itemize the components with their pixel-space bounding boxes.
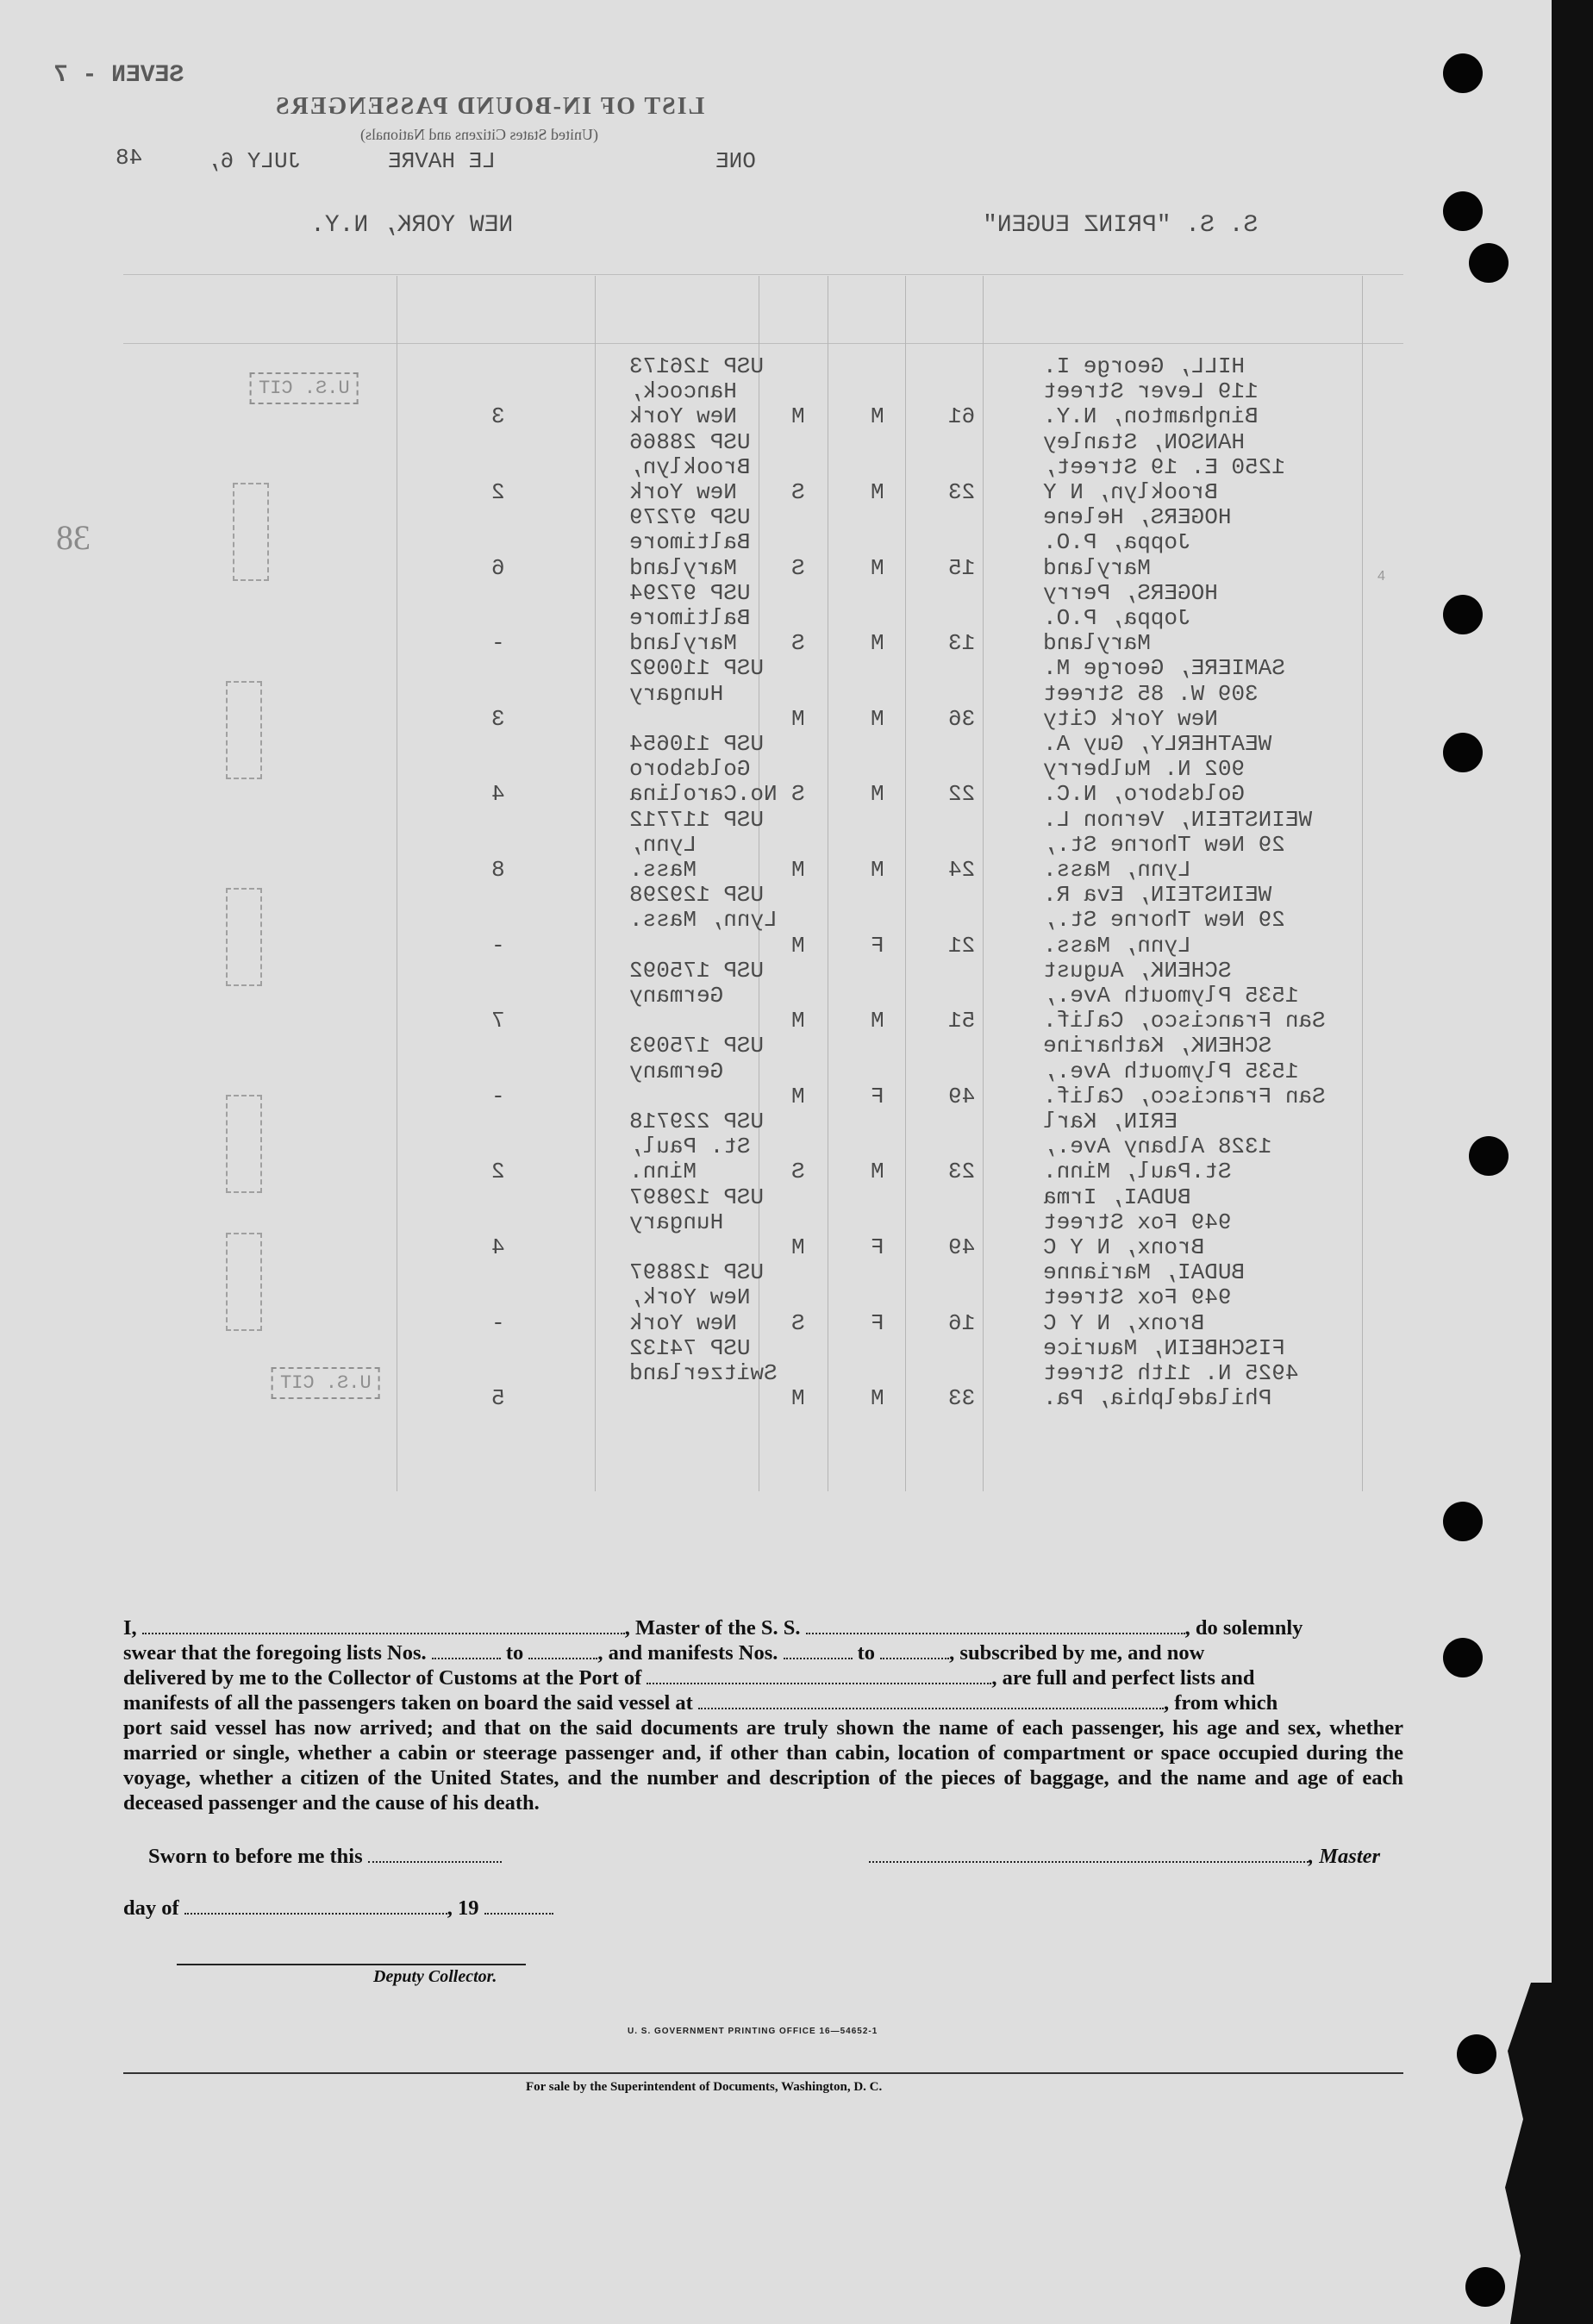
passenger-age: 36 [948,705,976,732]
passenger-address: Maryland [1043,630,1151,657]
torn-edge [1500,1983,1552,2324]
passenger-address: 4925 N. 11th Street [1043,1360,1299,1386]
oath-text: manifests of all the passengers taken on board the said vessel at [123,1691,693,1715]
passenger-name: WEATHERLY, Guy A. [1043,731,1272,757]
passenger-address: 309 W. 85 Street [1043,680,1259,707]
passenger-birthplace: Hancock, [629,378,737,405]
passenger-sex: M [871,1159,884,1185]
oath-text: to [857,1641,876,1665]
passenger-birthplace: Lynn, Mass. [629,907,778,934]
passenger-age: 61 [948,403,976,430]
passenger-birthplace: Brooklyn, [629,453,751,480]
header-rule [123,274,1403,275]
ship-name: S. S. "PRINZ EUGEN" [983,212,1259,239]
passenger-passport: USP 74132 [629,1334,751,1361]
punch-hole [1469,243,1509,283]
passenger-name: BUDAI, Irma [1043,1184,1191,1210]
passenger-baggage: - [491,1083,505,1109]
passenger-passport: USP 129897 [629,1184,765,1210]
passenger-address: 1328 Albany Ave., [1043,1134,1272,1160]
passenger-baggage: 3 [491,403,505,430]
passenger-passport: USP 175093 [629,1033,765,1059]
passenger-name: SCHENK, Katharine [1043,1033,1272,1059]
passenger-passport: USP 126173 [629,353,765,379]
passenger-address: 1535 Plymouth Ave., [1043,983,1299,1009]
passenger-name: WEINSTEIN, Eva R. [1043,882,1272,909]
passenger-address: Maryland [1043,554,1151,581]
oath-text: , are full and perfect lists and [991,1666,1255,1690]
passenger-birthplace: No.Carolina [629,781,778,808]
passenger-age: 23 [948,479,976,505]
oath-text: swear that the foregoing lists Nos. [123,1641,427,1665]
passenger-name: ERIN, Karl [1043,1109,1178,1134]
arriving-port: NEW YORK, N.Y. [310,212,514,239]
punch-hole [1443,1638,1483,1677]
punch-hole [1469,1136,1509,1176]
passenger-birthplace: Mass. [629,857,697,883]
passenger-birthplace: Germany [629,983,724,1009]
master-label: , Master [1309,1845,1381,1868]
passenger-baggage: 4 [491,781,505,808]
passenger-sex: F [871,1234,884,1260]
passenger-marital: S [791,1159,805,1185]
passenger-birthplace: New York [629,1309,737,1336]
passenger-birthplace: New York [629,403,737,430]
column-rule [905,276,906,1491]
passenger-age: 49 [948,1083,976,1109]
punch-hole [1465,2267,1505,2307]
passenger-passport: USP 175092 [629,957,765,984]
passenger-name: SCHENK, August [1043,957,1232,984]
oath-body: port said vessel has now arrived; and that on the said documents are truly shown the name of each passenger, his age and sex, whether married or single, whether a cabin or steerage passenger and, if other than cabin, location of compartment or space occupied during the voyage, whether a citizen of the United States, and the number and description of the pieces of baggage, and the name and age of each deceased passenger and the cause of his death. [123,1716,1403,1815]
passenger-sex: M [871,403,884,430]
passenger-sex: M [871,857,884,883]
passenger-passport: USP 229718 [629,1109,765,1134]
punch-hole [1443,53,1483,93]
passenger-address: Joppa, P.O. [1043,605,1191,631]
passenger-baggage: 4 [491,1234,505,1260]
passenger-address: 949 Fox Street [1043,1284,1232,1311]
passenger-passport: USP 128897 [629,1259,765,1286]
passenger-name: FISCHBEIN, Maurice [1043,1334,1285,1361]
oath-text: I, [123,1616,137,1640]
passenger-passport: USP 117712 [629,806,765,833]
sworn-line [148,1845,502,1869]
passenger-age: 23 [948,1159,976,1185]
passenger-age: 24 [948,857,976,883]
passenger-marital: S [791,479,805,505]
passenger-marital: M [791,1083,805,1109]
passenger-address: 949 Fox Street [1043,1209,1232,1235]
passenger-address: 29 New Thorne St., [1043,831,1285,858]
passenger-baggage: 2 [491,1159,505,1185]
oath-text: to [505,1641,524,1665]
passenger-marital: M [791,705,805,732]
passenger-address: Philadelphia, Pa. [1043,1385,1272,1412]
passenger-marital: S [791,554,805,581]
passenger-age: 13 [948,630,976,657]
passenger-sex: F [871,1083,884,1109]
passenger-name: BUDAI, Marianne [1043,1259,1246,1286]
column-rule [1362,276,1363,1491]
day-line [123,1896,553,1921]
passenger-name: HOGERS, Helene [1043,504,1232,531]
passenger-sex: M [871,630,884,657]
file-stamp [233,483,269,581]
deputy-signature-line[interactable] [177,1964,526,1965]
printing-office-imprint: U. S. GOVERNMENT PRINTING OFFICE 16—54652-1 [628,2027,878,2036]
oath-text: , subscribed by me, and now [949,1641,1205,1665]
sworn-label: Sworn to before me this [148,1845,363,1868]
file-stamp [226,1095,262,1193]
punch-hole [1443,733,1483,772]
passenger-address: Goldsboro, N.C. [1043,781,1246,808]
passenger-passport: USP 28866 [629,428,751,455]
file-stamp [226,888,262,986]
oath-line-2 [123,1640,1403,1665]
list-title: LIST OF IN-BOUND PASSENGERS [274,93,705,120]
citizen-stamp: U.S. CIT [250,372,359,404]
passenger-baggage: 3 [491,705,505,732]
port-field[interactable] [647,1665,991,1684]
passenger-address: Joppa, P.O. [1043,529,1191,556]
passenger-name: HOGERS, Perry [1043,579,1218,606]
passenger-name: SAMIERE, George M. [1043,655,1285,682]
ship-name-field[interactable] [806,1615,1185,1634]
passenger-age: 22 [948,781,976,808]
deputy-collector-label: Deputy Collector. [373,1967,497,1986]
list-from-field[interactable] [432,1640,501,1659]
file-stamp [226,1233,262,1331]
column-rule [595,276,596,1491]
passenger-age: 51 [948,1008,976,1034]
passenger-address: 1250 E. 19 Street, [1043,453,1285,480]
passenger-marital: S [791,630,805,657]
class-value: ONE [715,148,756,174]
passenger-birthplace: New York [629,479,737,505]
passenger-address: 29 New Thorne St., [1043,907,1285,934]
passenger-address: Bronx, N Y C [1043,1234,1205,1260]
passenger-address: St.Paul, Minn. [1043,1159,1232,1185]
punch-hole [1443,191,1483,231]
oath-line-4 [123,1690,1403,1715]
citizen-stamp: U.S. CIT [272,1367,380,1399]
margin-mark: 38 [56,518,91,557]
passenger-address: Lynn, Mass. [1043,932,1191,959]
passenger-marital: M [791,1234,805,1260]
passenger-passport: USP 110654 [629,731,765,757]
oath-line-1 [123,1615,1403,1640]
passenger-sex: M [871,781,884,808]
passenger-marital: S [791,1309,805,1336]
passenger-passport: USP 97294 [629,579,751,606]
passenger-address: 119 Lever Street [1043,378,1259,405]
passenger-birthplace: Baltimore [629,605,751,631]
passenger-passport: USP 110092 [629,655,765,682]
punch-hole [1457,2034,1496,2074]
passenger-address: Brooklyn, N Y [1043,479,1218,505]
passenger-sex: M [871,479,884,505]
passenger-marital: S [791,781,805,808]
passenger-birthplace: Lynn, [629,831,697,858]
passenger-age: 15 [948,554,976,581]
year-field[interactable] [484,1897,553,1915]
oath-block [123,1615,1403,1815]
passenger-birthplace: Maryland [629,630,737,657]
passenger-birthplace: Baltimore [629,529,751,556]
row-number: 4 [1377,569,1385,584]
passenger-birthplace: Germany [629,1058,724,1084]
passenger-address: 902 N. Mulberry [1043,756,1246,783]
passenger-baggage: - [491,630,505,657]
passenger-age: 49 [948,1234,976,1260]
passenger-sex: F [871,1309,884,1336]
sworn-date-field[interactable] [368,1846,502,1863]
passenger-address: New York City [1043,705,1218,732]
passenger-sex: M [871,554,884,581]
punch-hole [1443,1502,1483,1541]
passenger-birthplace: Minn. [629,1159,697,1185]
passenger-age: 16 [948,1309,976,1336]
manifest-from-field[interactable] [784,1640,853,1659]
passenger-birthplace: Goldsboro [629,756,751,783]
passenger-marital: M [791,1385,805,1412]
embark-port-field[interactable] [698,1690,1164,1709]
master-signature [869,1845,1380,1869]
column-rule [983,276,984,1491]
passenger-birthplace: New York, [629,1284,751,1311]
passenger-marital: M [791,403,805,430]
passenger-address: San Francisco, Calif. [1043,1008,1326,1034]
oath-text: , Master of the S. S. [624,1616,801,1640]
punch-hole [1443,595,1483,634]
passenger-sex: M [871,1008,884,1034]
manifest-to-field[interactable] [880,1640,949,1659]
passenger-baggage: 8 [491,857,505,883]
passenger-sex: F [871,932,884,959]
passenger-baggage: - [491,1309,505,1336]
master-name-field[interactable] [142,1615,625,1634]
passenger-marital: M [791,857,805,883]
passenger-baggage: 6 [491,554,505,581]
passenger-sex: M [871,1385,884,1412]
year-label: , 19 [447,1896,479,1920]
passenger-birthplace: Hungary [629,680,724,707]
passenger-marital: M [791,1008,805,1034]
passenger-address: 1535 Plymouth Ave., [1043,1058,1299,1084]
form-code: SEVEN - 7 [53,62,184,89]
passenger-baggage: - [491,932,505,959]
passenger-name: HILL, George I. [1043,353,1246,379]
passenger-address: Lynn, Mass. [1043,857,1191,883]
sale-notice: For sale by the Superintendent of Documents, Washington, D. C. [526,2080,883,2094]
oath-text: , do solemnly [1184,1616,1303,1640]
passenger-sex: M [871,705,884,732]
sailing-date: JULY 6, [207,148,302,174]
day-field[interactable] [184,1897,447,1915]
passenger-birthplace: Hungary [629,1209,724,1235]
sailing-year: 48 [116,145,143,171]
passenger-age: 21 [948,932,976,959]
header-rule [123,343,1403,344]
passenger-address: Binghamton, N.Y. [1043,403,1259,430]
oath-text: delivered by me to the Collector of Customs at the Port of [123,1666,642,1690]
passenger-name: WEINSTEIN, Vernon L. [1043,806,1313,833]
passenger-birthplace: Switzerland [629,1360,778,1386]
passenger-address: Bronx, N Y C [1043,1309,1205,1336]
file-stamp [226,681,262,779]
passenger-baggage: 5 [491,1385,505,1412]
list-to-field[interactable] [528,1640,597,1659]
passenger-baggage: 7 [491,1008,505,1034]
from-port: LE HAVRE [388,148,496,174]
passenger-baggage: 2 [491,479,505,505]
passenger-address: San Francisco, Calif. [1043,1083,1326,1109]
passenger-passport: USP 97279 [629,504,751,531]
day-of-label: day of [123,1896,179,1920]
passenger-birthplace: St. Paul, [629,1134,751,1160]
passenger-birthplace: Maryland [629,554,737,581]
oath-line-3 [123,1665,1403,1690]
oath-text: , from which [1163,1691,1278,1715]
passenger-passport: USP 129298 [629,882,765,909]
list-subtitle: (United States Citizens and Nationals) [360,126,598,143]
passenger-name: HANSON, Stanley [1043,428,1246,455]
footer-rule [123,2072,1403,2074]
oath-text: , and manifests Nos. [597,1641,778,1665]
passenger-marital: M [791,932,805,959]
master-signature-field[interactable] [869,1846,1309,1863]
passenger-age: 33 [948,1385,976,1412]
